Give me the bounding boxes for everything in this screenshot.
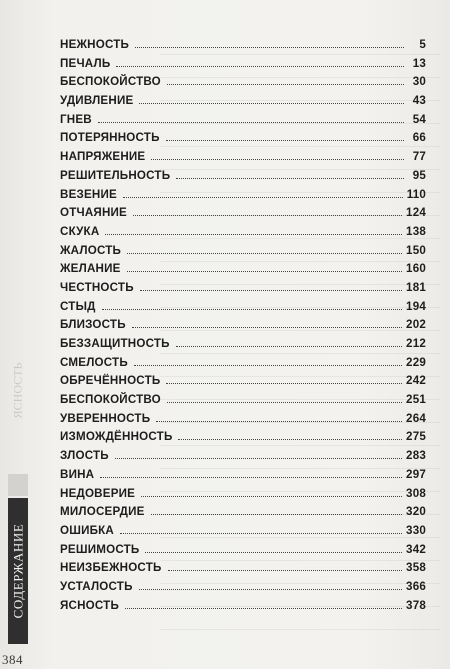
toc-entry[interactable]	[60, 38, 426, 57]
toc-entry[interactable]	[60, 318, 426, 337]
toc-entry-page: 160	[406, 262, 426, 276]
toc-entry-page: 342	[406, 542, 426, 556]
toc-dot-leader	[125, 608, 402, 609]
toc-entry[interactable]	[60, 487, 426, 506]
toc-entry-title: СТЫД	[60, 299, 96, 313]
toc-dot-leader	[139, 589, 402, 590]
toc-dot-leader	[156, 421, 402, 422]
toc-entry[interactable]	[60, 599, 426, 618]
toc-entry-page: 308	[406, 486, 426, 500]
toc-entry-page: 181	[406, 280, 426, 294]
toc-entry-title: СМЕЛОСТЬ	[60, 355, 128, 369]
toc-dot-leader	[176, 178, 404, 179]
toc-entry[interactable]	[60, 94, 426, 113]
side-tab-marker	[8, 474, 28, 496]
toc-dot-leader	[116, 66, 404, 67]
toc-entry[interactable]	[60, 131, 426, 150]
toc-entry-page: 212	[406, 337, 426, 350]
toc-entry[interactable]	[60, 337, 426, 356]
toc-dot-leader	[127, 253, 402, 254]
toc-entry-title: ПЕЧАЛЬ	[60, 56, 111, 70]
toc-dot-leader	[145, 552, 402, 553]
toc-dot-leader	[151, 514, 402, 515]
toc-entry-title: ЗЛОСТЬ	[60, 449, 109, 463]
toc-entry-page: 13	[412, 56, 426, 70]
toc-entry-title: ИЗМОЖДЁННОСТЬ	[60, 430, 173, 444]
toc-entry[interactable]	[60, 206, 426, 225]
toc-entry[interactable]	[60, 150, 426, 169]
section-side-tab-label: СОДЕРЖАНИЕ	[10, 523, 25, 619]
toc-entry-page: 5	[419, 38, 426, 51]
toc-entry-title: БЛИЗОСТЬ	[60, 318, 126, 332]
toc-dot-leader	[120, 533, 402, 534]
toc-entry-title: УСТАЛОСТЬ	[60, 579, 133, 593]
toc-entry[interactable]	[60, 356, 426, 375]
toc-entry[interactable]	[60, 244, 426, 263]
toc-entry[interactable]	[60, 113, 426, 132]
toc-entry-page: 330	[406, 523, 426, 537]
toc-dot-leader	[139, 103, 404, 104]
toc-dot-leader	[168, 570, 403, 571]
toc-entry-title: МИЛОСЕРДИЕ	[60, 505, 145, 519]
toc-entry-title: УДИВЛЕНИЕ	[60, 94, 134, 108]
toc-entry-page: 77	[412, 150, 426, 164]
toc-entry-page: 378	[406, 598, 426, 612]
toc-entry[interactable]	[60, 412, 426, 431]
toc-entry[interactable]	[60, 561, 426, 580]
toc-dot-leader	[127, 271, 402, 272]
toc-dot-leader	[178, 439, 402, 440]
toc-entry-page: 95	[412, 168, 426, 182]
page-number: 384	[2, 652, 23, 667]
toc-entry[interactable]	[60, 225, 426, 244]
toc-entry[interactable]	[60, 281, 426, 300]
toc-entry-title: ОБРЕЧЁННОСТЬ	[60, 374, 161, 388]
toc-dot-leader	[105, 234, 402, 235]
toc-entry-page: 358	[406, 561, 426, 575]
toc-entry-page: 110	[406, 187, 426, 201]
toc-entry-title: РЕШИМОСТЬ	[60, 542, 140, 556]
toc-entry-title: ОТЧАЯНИЕ	[60, 206, 127, 220]
toc-dot-leader	[100, 477, 402, 478]
toc-entry-title: ГНЕВ	[60, 112, 92, 126]
toc-entry-title: НЕДОВЕРИЕ	[60, 486, 136, 500]
toc-entry-title: ЧЕСТНОСТЬ	[60, 280, 134, 294]
side-ghost-text: ЯСНОСТЬ	[10, 362, 25, 418]
toc-entry-title: БЕЗЗАЩИТНОСТЬ	[60, 337, 170, 350]
toc-entry-page: 297	[406, 467, 426, 481]
toc-dot-leader	[102, 309, 402, 310]
toc-entry-title: НЕИЗБЕЖНОСТЬ	[60, 561, 162, 575]
toc-entry-page: 229	[406, 355, 426, 369]
toc-entry-title: ЖЕЛАНИЕ	[60, 262, 121, 276]
toc-entry[interactable]	[60, 580, 426, 599]
toc-entry[interactable]	[60, 449, 426, 468]
toc-entry-page: 366	[406, 579, 426, 593]
toc-entry-title: ВИНА	[60, 467, 95, 481]
toc-entry[interactable]	[60, 374, 426, 393]
toc-entry-page: 275	[406, 430, 426, 444]
toc-entry-page: 320	[406, 505, 426, 519]
toc-entry-title: РЕШИТЕЛЬНОСТЬ	[60, 168, 171, 182]
toc-dot-leader	[123, 197, 403, 198]
toc-dot-leader	[133, 215, 402, 216]
toc-entry-title: НАПРЯЖЕНИЕ	[60, 150, 146, 164]
toc-entry-page: 138	[406, 224, 426, 238]
toc-entry-title: НЕЖНОСТЬ	[60, 38, 130, 51]
toc-entry[interactable]	[60, 262, 426, 281]
toc-entry-page: 242	[406, 374, 426, 388]
toc-entry-page: 194	[406, 299, 426, 313]
table-of-contents	[60, 38, 426, 617]
toc-entry-page: 124	[406, 206, 426, 220]
toc-entry[interactable]	[60, 300, 426, 319]
toc-dot-leader	[141, 496, 402, 497]
toc-entry[interactable]	[60, 524, 426, 543]
toc-dot-leader	[134, 365, 402, 366]
toc-entry-page: 66	[412, 131, 426, 145]
toc-dot-leader	[115, 458, 402, 459]
toc-entry[interactable]	[60, 188, 426, 207]
toc-entry[interactable]	[60, 430, 426, 449]
toc-entry-page: 264	[406, 411, 426, 425]
side-ghost-label	[10, 360, 26, 420]
section-side-tab	[8, 498, 28, 644]
toc-entry-title: СКУКА	[60, 224, 100, 238]
toc-entry-page: 54	[412, 112, 426, 126]
toc-dot-leader	[135, 47, 404, 48]
toc-entry-page: 251	[406, 393, 426, 407]
toc-entry-title: ВЕЗЕНИЕ	[60, 187, 117, 201]
toc-entry-title: ЖАЛОСТЬ	[60, 243, 122, 257]
toc-entry-title: ЯСНОСТЬ	[60, 598, 119, 612]
toc-dot-leader	[167, 402, 402, 403]
toc-entry-page: 43	[412, 94, 426, 108]
toc-dot-leader	[176, 346, 402, 347]
toc-entry-page: 202	[406, 318, 426, 332]
toc-entry[interactable]	[60, 543, 426, 562]
toc-entry-title: БЕСПОКОЙСТВО	[60, 393, 161, 407]
toc-entry[interactable]	[60, 75, 426, 94]
toc-entry[interactable]	[60, 393, 426, 412]
toc-dot-leader	[167, 84, 404, 85]
toc-entry[interactable]	[60, 57, 426, 76]
toc-entry-page: 30	[412, 75, 426, 89]
toc-dot-leader	[166, 140, 404, 141]
toc-dot-leader	[98, 122, 404, 123]
toc-entry[interactable]	[60, 169, 426, 188]
toc-dot-leader	[132, 327, 402, 328]
toc-entry-title: ПОТЕРЯННОСТЬ	[60, 131, 160, 145]
toc-entry-title: БЕСПОКОЙСТВО	[60, 75, 161, 89]
toc-entry-title: ОШИБКА	[60, 523, 114, 537]
toc-entry-page: 283	[406, 449, 426, 463]
toc-entry[interactable]	[60, 505, 426, 524]
toc-dot-leader	[140, 290, 402, 291]
toc-dot-leader	[151, 159, 404, 160]
toc-entry[interactable]	[60, 468, 426, 487]
toc-entry-title: УВЕРЕННОСТЬ	[60, 411, 151, 425]
toc-entry-page: 150	[406, 243, 426, 257]
toc-dot-leader	[166, 383, 402, 384]
